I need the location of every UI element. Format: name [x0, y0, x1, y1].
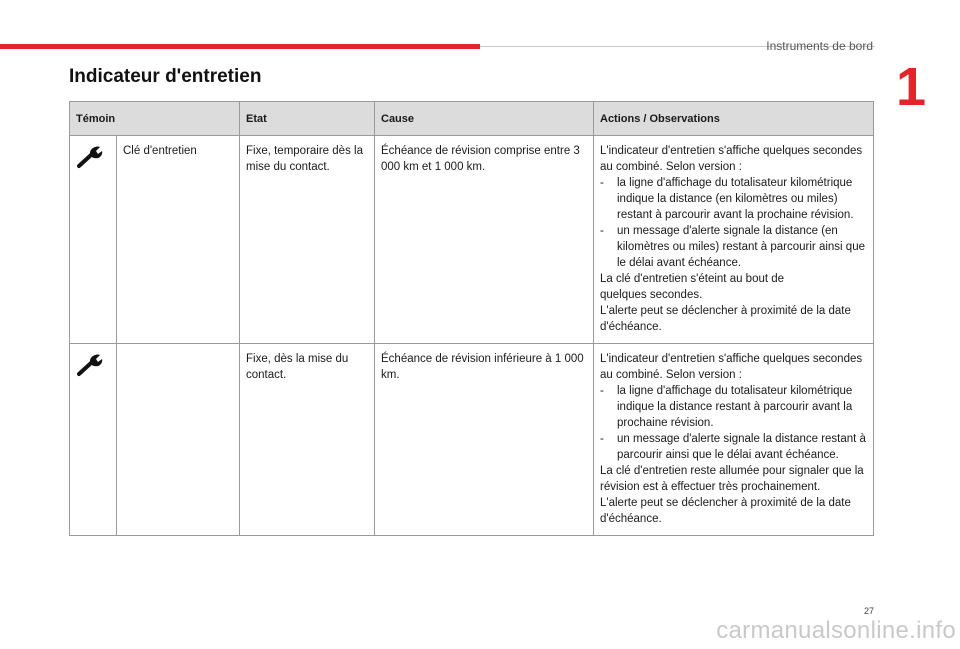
- actions-bullet: - la ligne d'affichage du totalisateur kilométrique indique la distance (en kilomètres ou miles) restant à parcourir avant la prochaine révision.: [600, 177, 854, 221]
- page-number: 27: [863, 606, 874, 616]
- indicator-table: [69, 101, 874, 536]
- column-header-temoin: Témoin: [70, 102, 240, 136]
- wrench-icon: [76, 143, 110, 169]
- watermark: carmanualsonline.info: [716, 617, 956, 644]
- chapter-number: 1: [896, 57, 927, 117]
- actions-outro: quelques secondes.: [600, 289, 703, 301]
- etat-cell: Fixe, dès la mise du contact.: [240, 344, 375, 536]
- actions-cell: [594, 136, 874, 344]
- actions-outro: L'alerte peut se déclencher à proximité de la date d'échéance.: [600, 497, 851, 525]
- temoin-icon-cell: [70, 136, 117, 344]
- actions-outro: L'alerte peut se déclencher à proximité de la date d'échéance.: [600, 305, 851, 333]
- temoin-name: [117, 344, 240, 536]
- cause-cell: Échéance de révision inférieure à 1 000 km.: [375, 344, 594, 536]
- column-header-actions: Actions / Observations: [594, 102, 874, 136]
- actions-cell: [594, 344, 874, 536]
- actions-bullet: - un message d'alerte signale la distance restant à parcourir ainsi que le délai avant échéance.: [600, 433, 866, 461]
- wrench-icon: [76, 351, 110, 377]
- etat-cell: Fixe, temporaire dès la mise du contact.: [240, 136, 375, 344]
- actions-outro: La clé d'entretien s'éteint au bout de: [600, 273, 785, 285]
- temoin-name: Clé d'entretien: [117, 136, 240, 344]
- column-header-cause: Cause: [375, 102, 594, 136]
- actions-bullet: - la ligne d'affichage du totalisateur kilométrique indique la distance restant à parcourir avant la prochaine révision.: [600, 385, 853, 429]
- column-header-etat: Etat: [240, 102, 375, 136]
- table-row: [70, 136, 874, 344]
- actions-intro: L'indicateur d'entretien s'affiche quelques secondes au combiné. Selon version :: [600, 353, 863, 381]
- page-title: Indicateur d'entretien: [69, 66, 262, 87]
- cause-cell: Échéance de révision comprise entre 3 000 km et 1 000 km.: [375, 136, 594, 344]
- table-row: [70, 344, 874, 536]
- actions-outro: La clé d'entretien reste allumée pour signaler que la révision est à effectuer très prochainement.: [600, 465, 864, 493]
- section-title: Instruments de bord: [766, 39, 873, 53]
- temoin-icon-cell: [70, 344, 117, 536]
- actions-bullet: - un message d'alerte signale la distance (en kilomètres ou miles) restant à parcourir ainsi que le délai avant échéance.: [600, 225, 865, 269]
- header-accent-bar: [0, 44, 480, 49]
- table-header-row: [70, 102, 874, 136]
- actions-intro: L'indicateur d'entretien s'affiche quelques secondes au combiné. Selon version :: [600, 145, 863, 173]
